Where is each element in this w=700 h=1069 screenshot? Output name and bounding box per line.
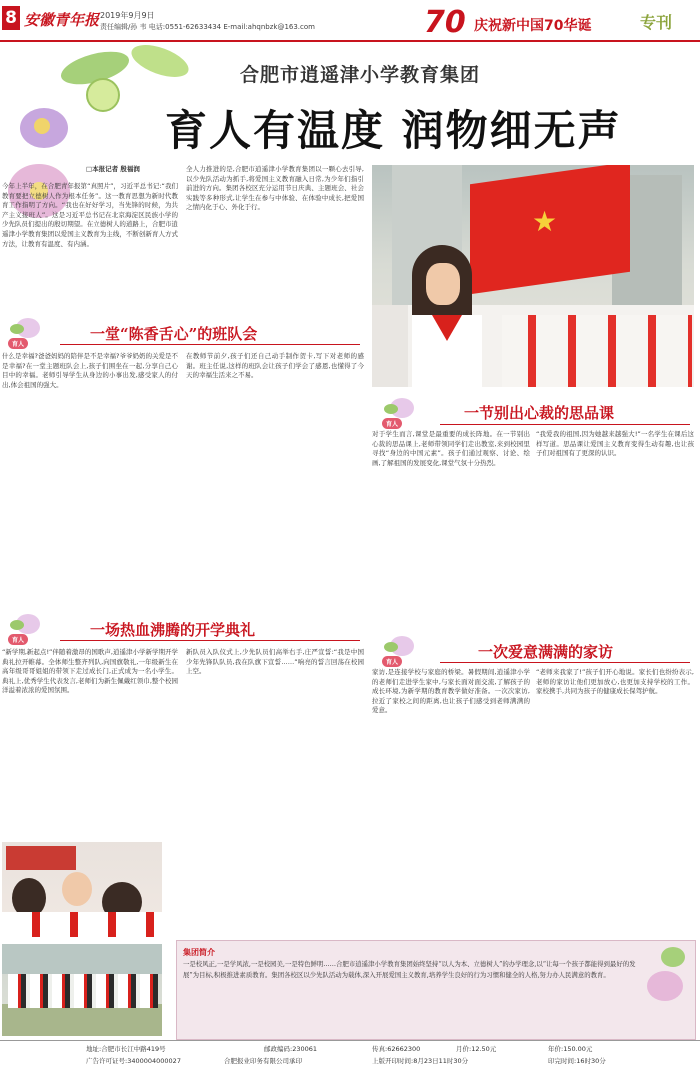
section-title-1: 一堂“陈香舌心”的班队会 bbox=[90, 325, 258, 343]
flower-decoration bbox=[647, 971, 683, 1001]
section-1-paragraph: 什么是幸福?爸爸妈妈的陪伴是不是幸福?爷爷奶奶的关爱是不是幸福?在一堂主题班队会上,孩子们围坐在一起,分享自己心目中的幸福。老师引导学生从身边的小事出发,感受家人的付出,体会祖国的强大。 bbox=[2, 352, 178, 389]
byline: □本报记者 殷福润 bbox=[86, 165, 140, 173]
seventy-logo: 70 bbox=[424, 5, 466, 40]
footer-fax: 传真:62662300 bbox=[372, 1045, 421, 1053]
section-rule bbox=[60, 344, 360, 345]
section-3-paragraph: 对于学生而言,课堂是最重要的成长阵地。在一节别出心裁的思品课上,老师带领同学们走出教室,来到校园里寻找“身边的中国元素”。孩子们通过观察、讨论、绘画,了解祖国的发展变化,课堂气氛十分热烈。 bbox=[372, 430, 530, 467]
page-footer bbox=[0, 1040, 700, 1069]
march-photo bbox=[2, 944, 162, 1036]
section-4-paragraph: 家访,是连接学校与家庭的桥梁。暑假期间,逍遥津小学的老师们走进学生家中,与家长面对面交流,了解孩子的成长环境,为新学期的教育教学做好准备。一次次家访,拉近了家校之间的距离,也让孩子们感受到老师满满的爱意。 bbox=[372, 668, 530, 715]
flower-decoration bbox=[661, 947, 685, 967]
section-1-paragraph: 在教师节前夕,孩子们还自己动手制作贺卡,写下对老师的感谢。班主任说,这样的班队会让孩子们学会了感恩,也懂得了今天的幸福生活来之不易。 bbox=[186, 352, 364, 380]
column-paragraph: 全人力推进的是,合肥市逍遥津小学教育集团以一颗心去引导,以少先队活动为抓手,将爱国主义教育融入日常,为少年们指引前进的方向。集团各校区充分运用节日庆典、主题班会、社会实践等多种形式,让学生在参与中体验、在体验中成长,把爱国之情内化于心、外化于行。 bbox=[186, 165, 364, 212]
section-badge: 育人 bbox=[376, 636, 432, 674]
section-title-3: 一节别出心裁的思品课 bbox=[464, 404, 615, 422]
section-badge: 育人 bbox=[376, 398, 432, 436]
issue-date: 2019年9月9日 bbox=[100, 11, 155, 20]
editor-line: 责任编辑/孙 韦 电话:0551-62633434 E-mail:ahqnbzk@163.com bbox=[100, 23, 315, 31]
section-rule bbox=[440, 424, 690, 425]
section-3-paragraph: “我爱我的祖国,因为她越来越强大!”一名学生在课后这样写道。思品课让爱国主义教育变得生动有趣,也让孩子们对祖国有了更深的认识。 bbox=[536, 430, 694, 458]
footer-license: 广告许可证号:3400004000027 bbox=[86, 1057, 181, 1065]
section-badge: 育人 bbox=[2, 614, 58, 652]
profile-text: 一是校风正,一是学风浓,一是校园美,一是特色鲜明……合肥市逍遥津小学教育集团始终坚持“以人为本、立德树人”的办学理念,以“让每一个孩子都能得到最好的发展”为目标,积极推进素质教育。集团各校区以少先队活动为载体,深入开展爱国主义教育,培养学生良好的行为习惯和健全的人格,努力办人民满意的教育。 bbox=[183, 960, 636, 979]
star-icon: ★ bbox=[532, 205, 558, 238]
section-2-paragraph: “新学期,新起点!”伴随着激昂的国歌声,逍遥津小学新学期开学典礼拉开帷幕。全体师生整齐列队,向国旗敬礼,一年级新生在高年级哥哥姐姐的带领下走过成长门,正式成为一名小学生。典礼上,优秀学生代表发言,老师们为新生佩戴红领巾,整个校园洋溢着浓浓的爱国氛围。 bbox=[2, 648, 178, 695]
footer-monthly-price: 月价:12.50元 bbox=[456, 1045, 497, 1053]
section-2-paragraph: 新队员入队仪式上,少先队员们高举右手,庄严宣誓:“我是中国少年先锋队队员,我在队旗下宣誓……”响亮的誓言回荡在校园上空。 bbox=[186, 648, 364, 676]
celebrate-banner: 庆祝新中国70华诞 bbox=[474, 18, 592, 34]
section-title-2: 一场热血沸腾的开学典礼 bbox=[90, 621, 256, 639]
section-title-4: 一次爱意满满的家访 bbox=[478, 643, 614, 661]
special-edition-label: 专刊 bbox=[640, 13, 673, 32]
page-header bbox=[0, 0, 700, 42]
group-profile-box bbox=[176, 940, 696, 1040]
flag-photo bbox=[372, 165, 694, 387]
classroom-photo bbox=[2, 842, 162, 937]
headline: 育人有温度 润物细无声 bbox=[165, 106, 622, 155]
organization-title: 合肥市逍遥津小学教育集团 bbox=[240, 64, 481, 86]
footer-address: 地址:合肥市长江中路419号 bbox=[86, 1045, 166, 1053]
footer-print-end: 印完时间:16时30分 bbox=[548, 1057, 606, 1065]
footer-printer: 合肥报业印务有限公司承印 bbox=[224, 1057, 302, 1065]
lead-paragraph: 今年上半年，在合肥青年报第“真照片”，习近平总书记:“我们教育要把立德树人作为根本任务”。这一教育思想为新时代教育工作指明了方向。“我也在好好学习，当先锋的时候，为共产主义接班人”。这是习近平总书记在北京海淀区民族小学的少先队员们提出的殷切期望。在立德树人的道路上，合肥市逍遥津小学教育集团以爱国主义教育为主线，不断创新育人方式方法，让教育有温度、有内涵。 bbox=[2, 182, 178, 248]
page-number: 8 bbox=[2, 6, 20, 30]
section-rule bbox=[440, 662, 690, 663]
paper-name: 安徽青年报 bbox=[24, 11, 100, 29]
section-4-paragraph: “老师来我家了!”孩子们开心地说。家长们也纷纷表示,老师的家访让他们更加放心,也更加支持学校的工作。家校携手,共同为孩子的健康成长保驾护航。 bbox=[536, 668, 694, 696]
footer-annual-price: 年价:150.00元 bbox=[548, 1045, 593, 1053]
section-rule bbox=[60, 640, 360, 641]
section-badge: 育人 bbox=[2, 318, 58, 356]
footer-postcode: 邮政编码:230061 bbox=[264, 1045, 318, 1053]
footer-print-start: 上版开印时间:8月23日11时30分 bbox=[372, 1057, 469, 1065]
profile-label: 集团简介 bbox=[183, 948, 215, 957]
